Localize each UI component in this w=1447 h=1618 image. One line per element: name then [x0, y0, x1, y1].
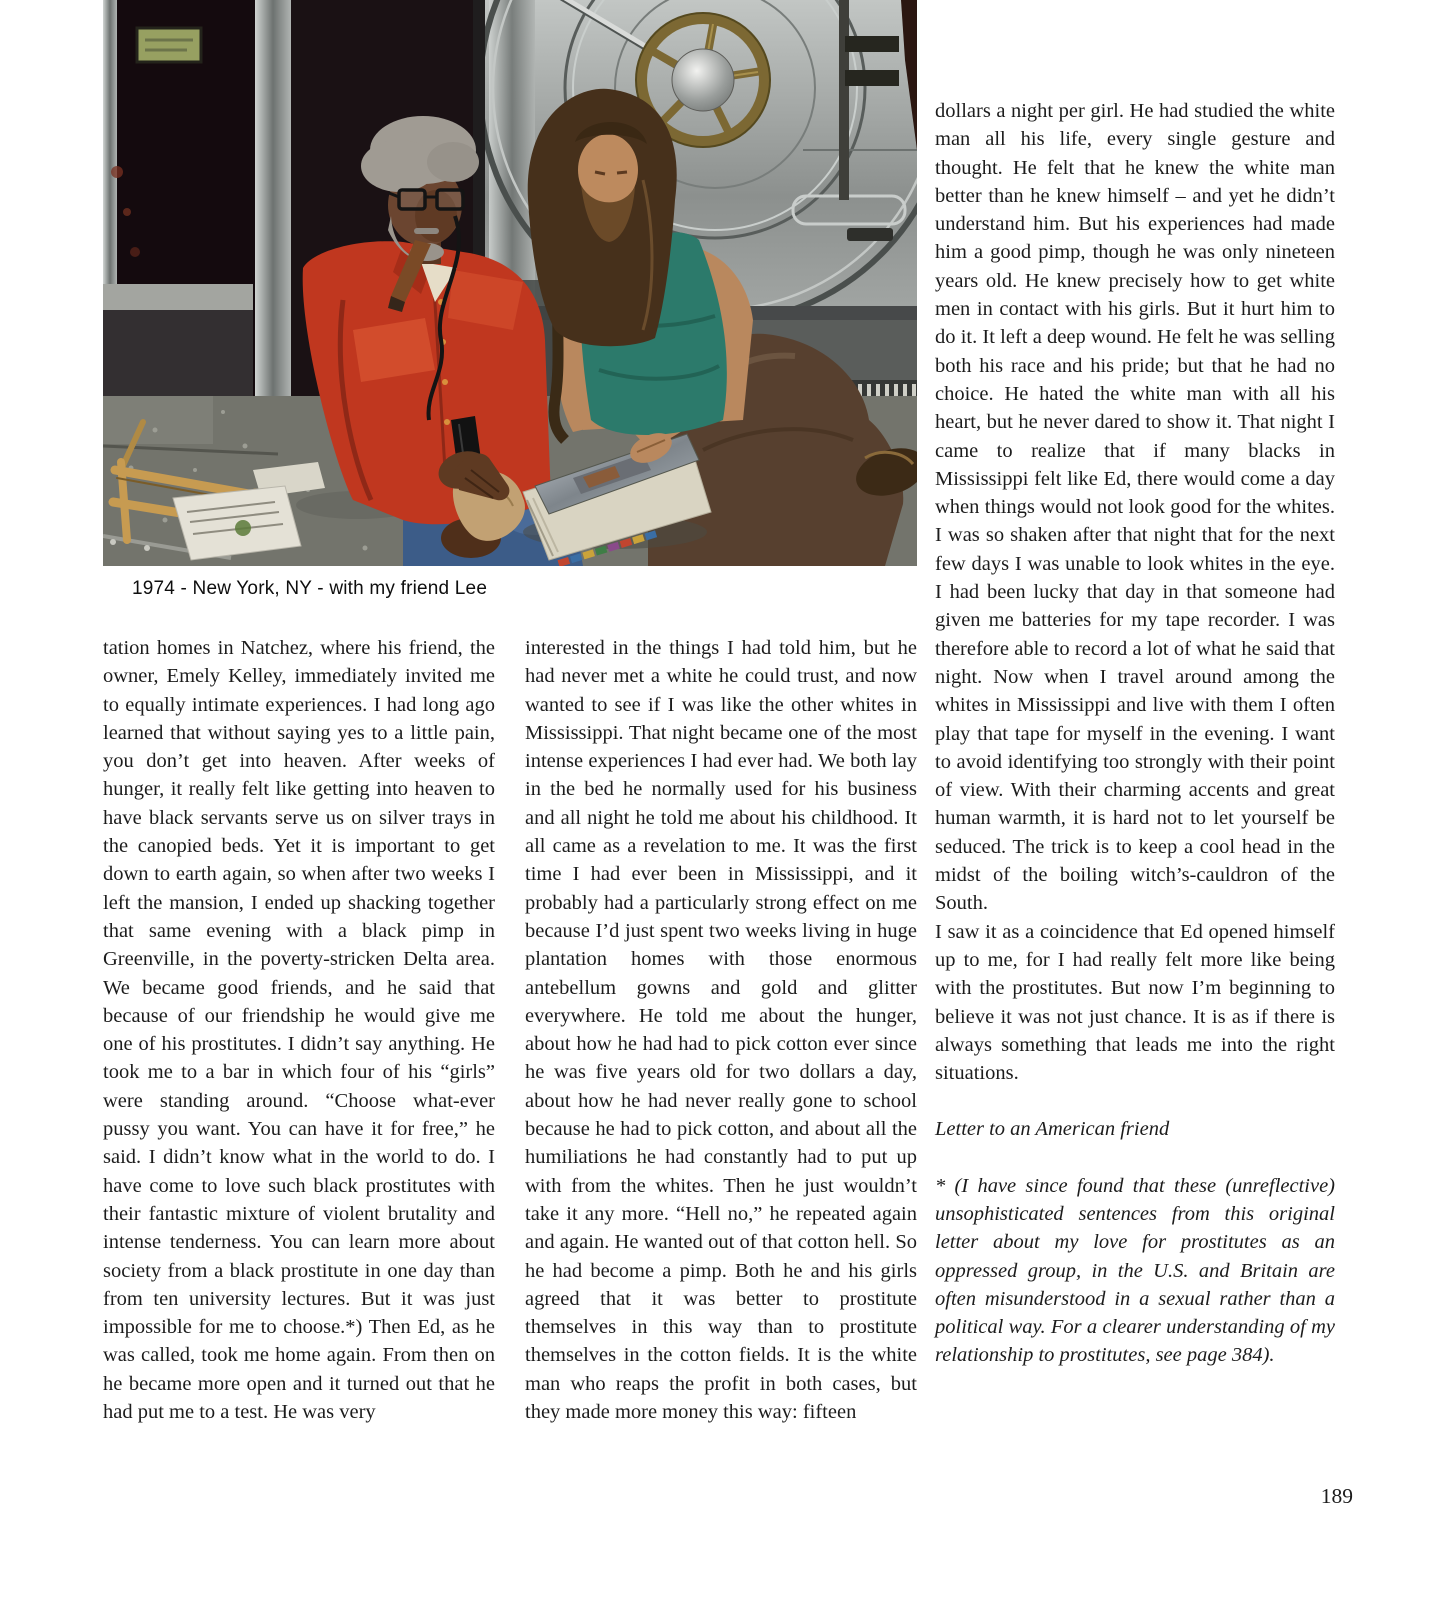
column-3-paragraph-1: dollars a night per girl. He had studied the white man all his life, every single gesture and thought. He felt that he knew the white man better than he knew himself – and yet he didn’t understand him. But his experiences had made him a good pimp, though he was only nineteen years old. He knew precisely how to get white men in contact with his girls. But it hurt him to do it. It left a deep wound. He felt he was selling both his race and his pride; but that he had no choice. He hated the white man with all his heart, but he never dared to show it. That night I came to realize that if many blacks in Mississippi felt like Ed, there would come a day when things would not look good for the whites. I was so shaken after that night that for the next few days I was unable to look whites in the eye. I had been lucky that day in that someone had given me batteries for my tape recorder. I was therefore able to record a lot of what he said that night. Now when I travel around among the whites in Mississippi and live with them I often play that tape for myself in the evening. I want to avoid identifying too strongly with their point of view. With their charming accents and great human warmth, it is hard not to let yourself be seduced. The trick is to keep a cool head in the midst of the boiling witch’s-cauldron of the South.: [935, 100, 1335, 915]
column-3-paragraph-2: I saw it as a coincidence that Ed opened himself up to me, for I had really felt more like being with the prostitutes. But now I’m beginning to believe it was not just chance. It is as if there is always something that leads me into the right situations.: [935, 920, 1335, 1085]
text-column-3: [935, 97, 1335, 1370]
text-column-1: [103, 634, 495, 1426]
letter-title: Letter to an American friend: [935, 1118, 1170, 1141]
page-number: 189: [1320, 1484, 1353, 1508]
column-1-text: tation homes in Natchez, where his friend, the owner, Emely Kelley, immediately invited me to equally intimate experiences. I had long ago learned that without saying yes to a little pain, you don’t get into heaven. After weeks of hunger, it really felt like getting into heaven to have black servants serve us on silver trays in the canopied beds. Yet it is important to get down to earth again, so when after two weeks I left the mansion, I ended up shacking together that same evening with a black pimp in Greenville, in the poverty-stricken Delta area. We became good friends, and he said that because of our friendship he would give me one of his prostitutes. I didn’t say anything. He took me to a bar in which four of his “girls” were standing around. “Choose what-ever pussy you want. You can have it for free,” he said. I didn’t know what in the world to do. I have come to love such black prostitutes with their fantastic mixture of violent brutality and intense tenderness. You can learn more about society from a black prostitute in one day than from ten university lectures. But it was just impossible for me to choose.*) Then Ed, as he was called, took me home again. From then on he became more open and it turned out that he had put me to a test. He was very: [103, 637, 495, 1424]
column-2-text: interested in the things I had told him, but he had never met a white he could trust, and now wanted to see if I was like the other whites in Mississippi. That night became one of the most intense experiences I had ever had. We both lay in the bed he normally used for his business and all night he told me about his childhood. It all came as a revelation to me. It was the first time I had ever been in Mississippi, and it probably had a particularly strong effect on me because I’d just spent two weeks living in huge plantation homes with those enormous antebellum gowns and gold and glitter everywhere. He told me about the hunger, about how he had had to pick cotton ever since he was five years old for two dollars a day, about how he had never really gone to school because he had to pick cotton, and about all the humiliations he had constantly had to put up with from the whites. Then he just wouldn’t take it any more. “Hell no,” he repeated again and again. He wanted out of that cotton hell. So he had become a pimp. Both he and his girls agreed that it was better to prostitute themselves in this way than to prostitute themselves in the cotton fields. It is the white man who reaps the profit in both cases, but they made more money this way: fifteen: [525, 637, 917, 1424]
photo-vault-scene: [103, 0, 917, 566]
photo-caption: 1974 - New York, NY - with my friend Lee: [132, 578, 488, 599]
text-column-2: [525, 634, 917, 1426]
photograph: [103, 0, 917, 566]
letter-footnote: * (I have since found that these (unreflective) unsophisticated sentences from this original letter about my love for prostitutes as an oppressed group, in the U.S. and Britain are often misunderstood in a sexual rather than a political way. For a clearer understanding of my relationship to prostitutes, see page 384).: [935, 1174, 1335, 1367]
